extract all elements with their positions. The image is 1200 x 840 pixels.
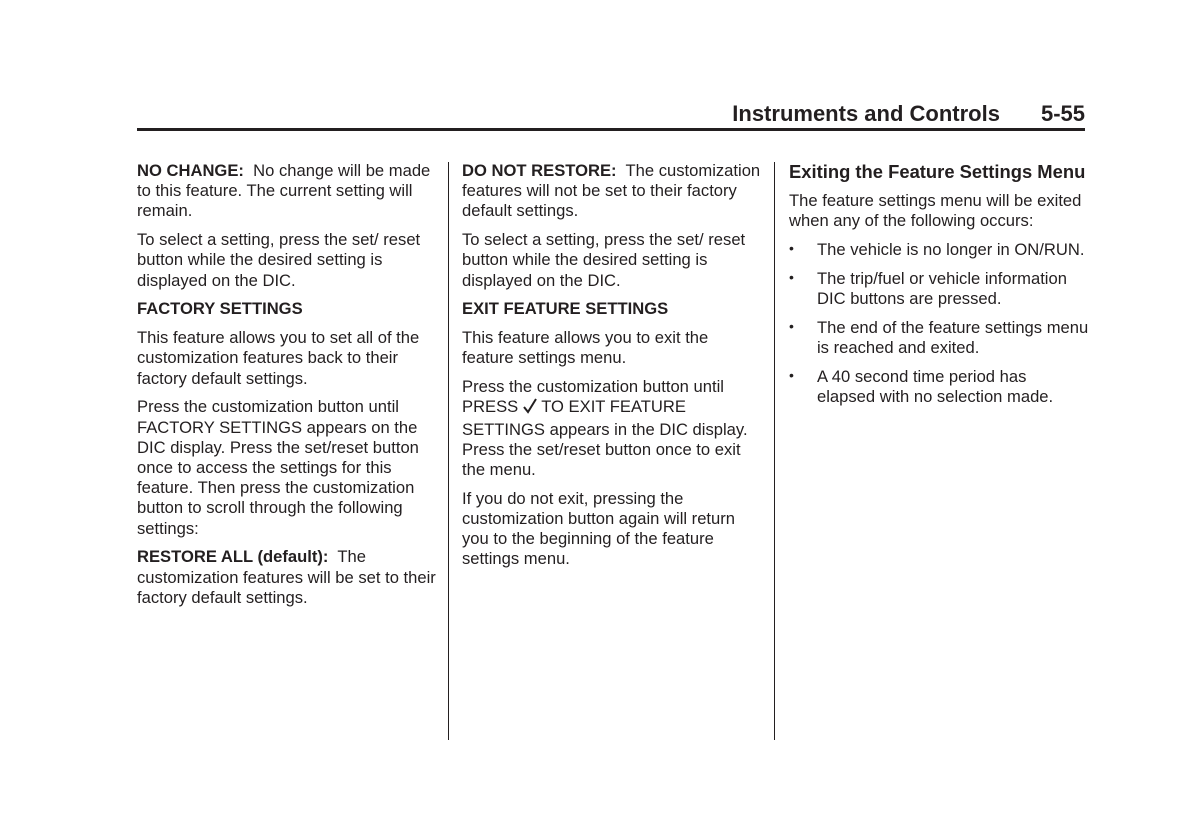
- paragraph-select-setting: To select a setting, press the set/ reset button while the desired setting is displayed on the DIC.: [462, 230, 746, 290]
- subheading-exiting-menu: Exiting the Feature Settings Menu: [789, 161, 1086, 182]
- list-item: • The trip/fuel or vehicle information DIC buttons are pressed.: [789, 268, 1067, 308]
- list-item: • The end of the feature settings menu is reached and exited.: [789, 317, 1089, 357]
- list-item: • The vehicle is no longer in ON/RUN.: [789, 240, 1085, 259]
- text-before-icon: Press the customization button until PRESS: [462, 377, 724, 417]
- paragraph-factory-instructions: Press the customization button until FACTORY SETTINGS appears on the DIC display. Press the set/reset button once to access the settings for this feature. Then press the customization button to scroll through the following settings:: [137, 397, 419, 538]
- paragraph-exit-desc: This feature allows you to exit the feature settings menu.: [462, 328, 709, 368]
- paragraph-select-setting: To select a setting, press the set/ reset button while the desired setting is displayed on the DIC.: [137, 230, 421, 290]
- paragraph-exit-instructions: [462, 377, 762, 480]
- column-divider-2: [774, 162, 775, 740]
- term-label: RESTORE ALL (default):: [137, 547, 329, 567]
- checkmark-icon: [523, 398, 537, 419]
- paragraph-factory-desc: This feature allows you to set all of the customization features back to their factory default settings.: [137, 328, 420, 388]
- column-divider-1: [448, 162, 449, 740]
- column-1: [137, 161, 437, 617]
- term-description: The customization features will be set to their factory default settings.: [137, 547, 436, 607]
- paragraph-no-change: [137, 161, 437, 222]
- paragraph-exit-note: If you do not exit, pressing the customization button again will return you to the beginning of the feature settings menu.: [462, 488, 736, 569]
- page-number: 5-55: [1040, 101, 1085, 126]
- bullet-icon: •: [789, 366, 794, 383]
- section-title: Instruments and Controls: [732, 101, 1000, 126]
- heading-exit-feature-settings: EXIT FEATURE SETTINGS: [462, 299, 669, 319]
- header-rule: [137, 128, 1085, 131]
- text-after-icon: TO EXIT FEATURE SETTINGS appears in the DIC display. Press the set/reset button once to exit the menu.: [462, 397, 748, 480]
- column-2: [462, 161, 762, 578]
- term-label: DO NOT RESTORE:: [462, 161, 617, 180]
- paragraph-exit-intro: The feature settings menu will be exited when any of the following occurs:: [789, 191, 1082, 231]
- paragraph-restore-all: [137, 547, 437, 608]
- list-item: • A 40 second time period has elapsed with no selection made.: [789, 366, 1054, 406]
- term-description: No change will be made to this feature. The current setting will remain.: [137, 161, 431, 221]
- bullet-icon: •: [789, 317, 794, 334]
- term-description: The customization features will not be set to their factory default settings.: [462, 161, 761, 221]
- paragraph-do-not-restore: [462, 161, 762, 222]
- term-label: NO CHANGE:: [137, 161, 244, 180]
- heading-factory-settings: FACTORY SETTINGS: [137, 299, 303, 319]
- page-header: [137, 101, 1085, 129]
- bullet-icon: •: [789, 240, 794, 256]
- exit-conditions-list: [789, 240, 1089, 407]
- column-3: [789, 161, 1089, 416]
- bullet-icon: •: [789, 268, 794, 285]
